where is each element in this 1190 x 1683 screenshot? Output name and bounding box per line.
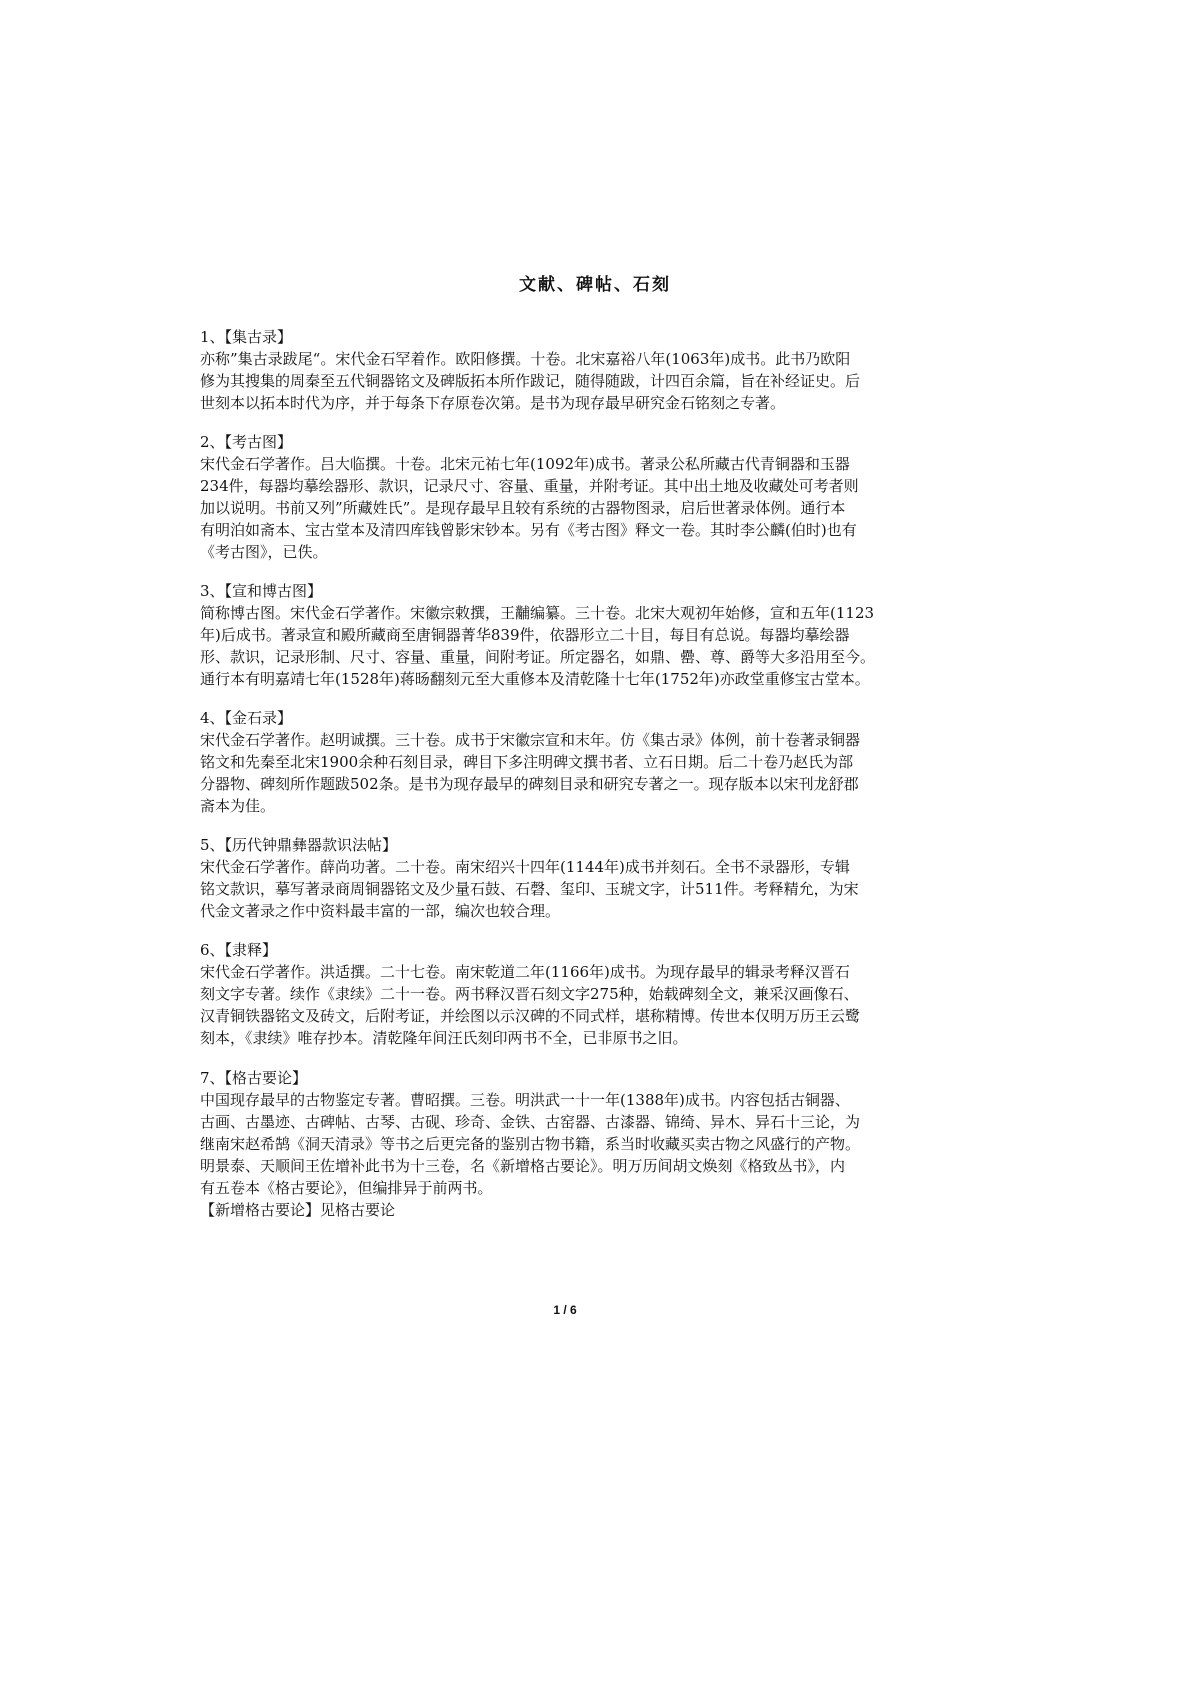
entry-text-line: 修为其搜集的周秦至五代铜器铭文及碑版拓本所作跋记，随得随跋，计四百余篇，旨在补经证史。后 xyxy=(200,372,861,390)
entry-text-line: 年)后成书。著录宣和殿所藏商至唐铜器菁华839件，依器形立二十目，每目有总说。每器均摹绘器 xyxy=(200,626,850,644)
entry-text-line: 有明泊如斋本、宝古堂本及清四库钱曾影宋钞本。另有《考古图》释文一卷。其时李公麟(伯时)也有 xyxy=(200,521,857,539)
entry-text-line: 汉青铜铁器铭文及砖文，后附考证，并绘图以示汉碑的不同式样，堪称精博。传世本仅明万历王云鹭 xyxy=(200,1007,861,1025)
entry-heading: 5、【历代钟鼎彝器款识法帖】 xyxy=(200,836,398,854)
entry-text-line: 铭文和先秦至北宋1900余种石刻目录，碑目下多注明碑文撰书者、立石日期。后二十卷乃赵氏为部 xyxy=(200,753,854,771)
entry-text-line: 形、款识，记录形制、尺寸、容量、重量，间附考证。所定器名，如鼎、罍、尊、爵等大多沿用至今。 xyxy=(200,648,876,666)
entry-text-line: 中国现存最早的古物鉴定专著。曹昭撰。三卷。明洪武一十一年(1388年)成书。内容包括古铜器、 xyxy=(200,1091,850,1109)
entry-text-line: 有五卷本《格古要论》，但编排异于前两书。 xyxy=(200,1179,493,1197)
entry-text-line: 继南宋赵希鹄《洞天清录》等书之后更完备的鉴别古物书籍，系当时收藏买卖古物之风盛行的产物。 xyxy=(200,1135,861,1153)
page-title: 文献、碑帖、石刻 xyxy=(519,275,671,295)
entry-section xyxy=(200,580,1000,690)
entry-heading: 7、【格古要论】 xyxy=(200,1069,308,1087)
entry-text-line: 刻文字专著。续作《隶续》二十一卷。两书释汉晋石刻文字275种，始载碑刻全文，兼采汉画像石、 xyxy=(200,985,859,1003)
entry-section xyxy=(200,1067,1000,1221)
entry-text-line: 简称博古图。宋代金石学著作。宋徽宗敕撰，王黼编纂。三十卷。北宋大观初年始修，宣和五年(1123 xyxy=(200,604,875,622)
entry-heading: 6、【隶释】 xyxy=(200,941,278,959)
entry-heading: 4、【金石录】 xyxy=(200,709,293,727)
entry-text-line: 【新增格古要论】见格古要论 xyxy=(200,1201,396,1219)
entry-text-line: 刻本，《隶续》唯存抄本。清乾隆年间汪氏刻印两书不全，已非原书之旧。 xyxy=(200,1029,688,1047)
entry-text-line: 斋本为佳。 xyxy=(200,797,276,815)
page-number: 1 / 6 xyxy=(553,1303,577,1317)
entry-text-line: 代金文著录之作中资料最丰富的一部，编次也较合理。 xyxy=(200,902,561,920)
entry-section xyxy=(200,431,1000,563)
entry-section xyxy=(200,707,1000,817)
entry-section xyxy=(200,834,1000,922)
entry-text-line: 世刻本以拓本时代为序，并于每条下存原卷次第。是书为现存最早研究金石铭刻之专著。 xyxy=(200,394,786,412)
entry-heading: 1、【集古录】 xyxy=(200,328,293,346)
entry-text-line: 亦称”集古录跋尾“。宋代金石罕着作。欧阳修撰。十卷。北宋嘉裕八年(1063年)成书。此书乃欧阳 xyxy=(200,350,851,368)
entry-section xyxy=(200,939,1000,1049)
entry-text-line: 通行本有明嘉靖七年(1528年)蒋旸翻刻元至大重修本及清乾隆十七年(1752年)亦政堂重修宝古堂本。 xyxy=(200,670,870,688)
entry-text-line: 明景泰、天顺间王佐增补此书为十三卷，名《新增格古要论》。明万历间胡文焕刻《格致丛书》，内 xyxy=(200,1157,846,1175)
entry-text-line: 古画、古墨迹、古碑帖、古琴、古砚、珍奇、金铁、古窑器、古漆器、锦绮、异木、异石十三论，为 xyxy=(200,1113,861,1131)
entry-section xyxy=(200,326,1000,414)
entry-text-line: 加以说明。书前又列”所藏姓氏”。是现存最早且较有系统的古器物图录，启后世著录体例。通行本 xyxy=(200,499,846,517)
entry-text-line: 《考古图》，已佚。 xyxy=(200,543,328,561)
entry-text-line: 分器物、碑刻所作题跋502条。是书为现存最早的碑刻目录和研究专著之一。现存版本以宋刊龙舒郡 xyxy=(200,775,859,793)
entry-text-line: 宋代金石学著作。薛尚功著。二十卷。南宋绍兴十四年(1144年)成书并刻石。全书不录器形，专辑 xyxy=(200,858,850,876)
entry-text-line: 宋代金石学著作。赵明诚撰。三十卷。成书于宋徽宗宣和末年。仿《集古录》体例，前十卷著录铜器 xyxy=(200,731,861,749)
entry-text-line: 宋代金石学著作。吕大临撰。十卷。北宋元祐七年(1092年)成书。著录公私所藏古代青铜器和玉器 xyxy=(200,455,850,473)
entry-text-line: 宋代金石学著作。洪适撰。二十七卷。南宋乾道二年(1166年)成书。为现存最早的辑录考释汉晋石 xyxy=(200,963,850,981)
entry-text-line: 234件，每器均摹绘器形、款识，记录尺寸、容量、重量，并附考证。其中出土地及收藏处可考者则 xyxy=(200,477,859,495)
entry-heading: 3、【宣和博古图】 xyxy=(200,582,323,600)
entry-text-line: 铭文款识，摹写著录商周铜器铭文及少量石鼓、石磬、玺印、玉琥文字，计511件。考释精允，为宋 xyxy=(200,880,859,898)
entry-heading: 2、【考古图】 xyxy=(200,433,293,451)
